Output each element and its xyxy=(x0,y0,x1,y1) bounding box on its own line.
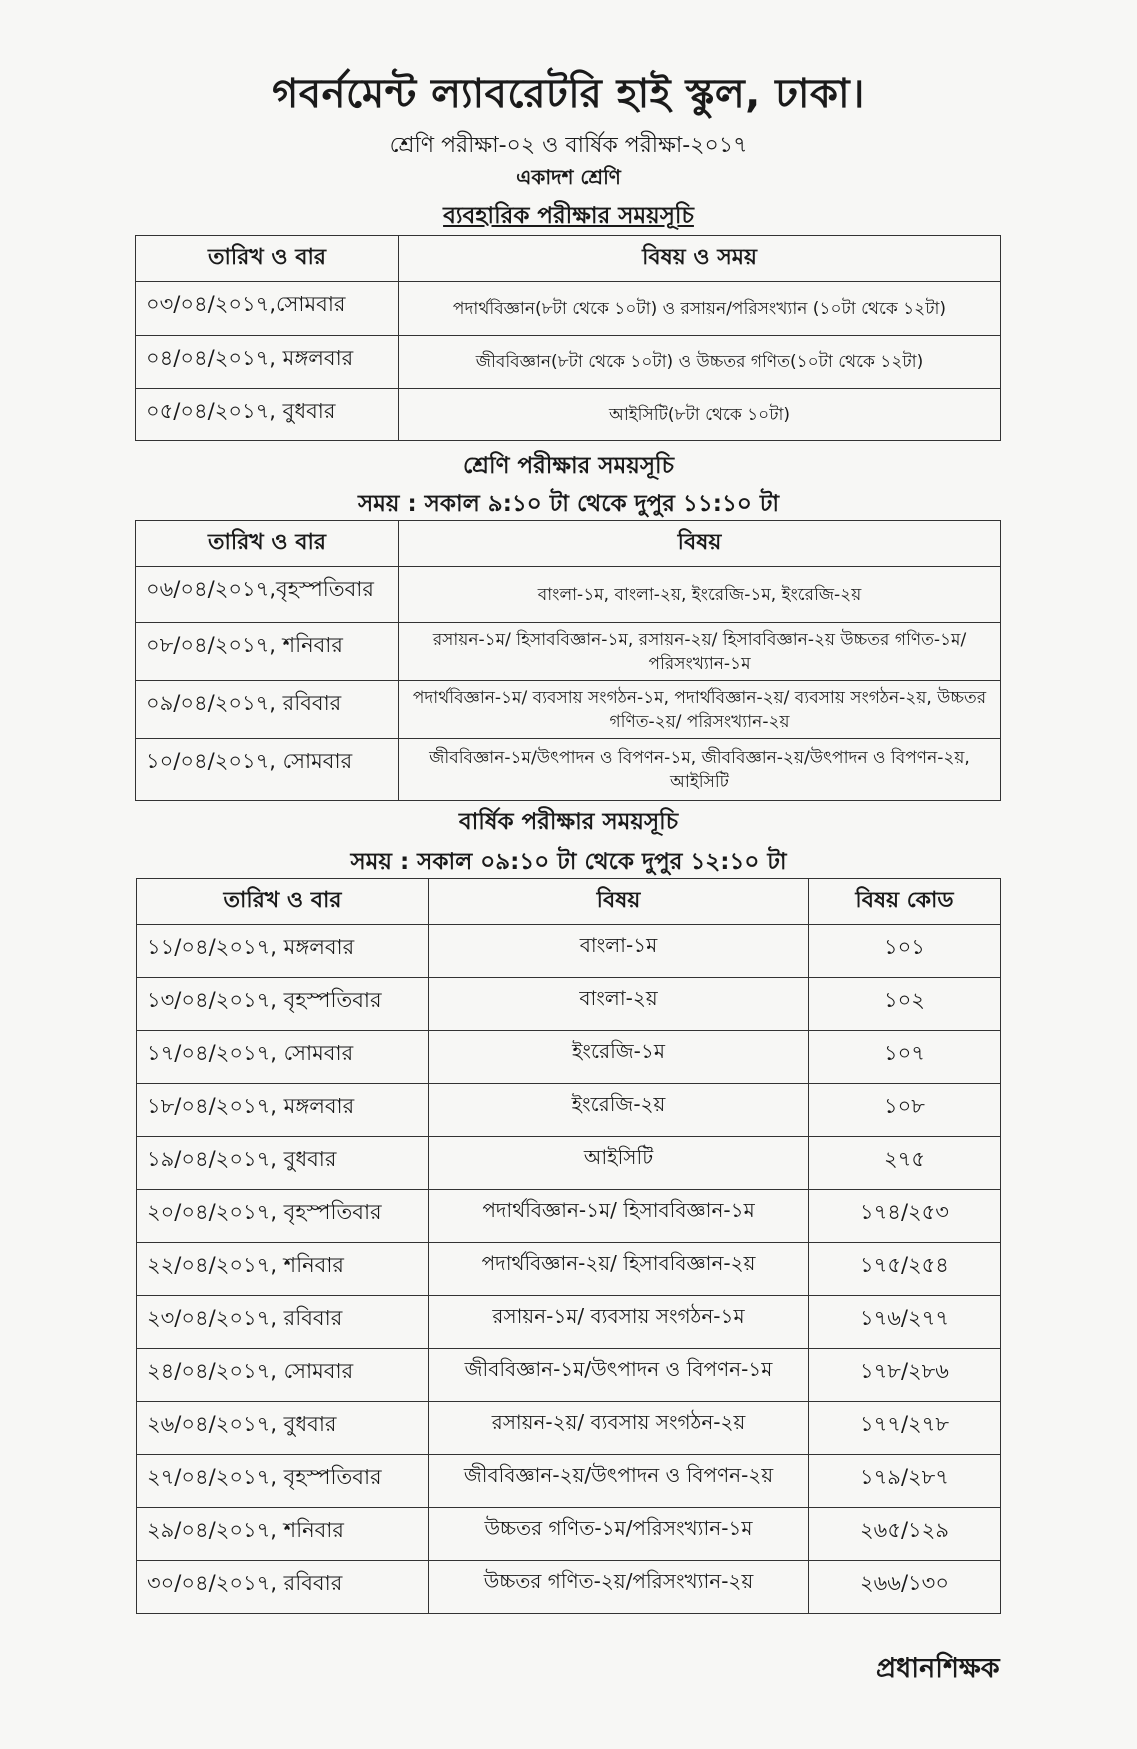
table-row xyxy=(137,925,1001,978)
class-test-col-subject: বিষয় xyxy=(399,521,1001,567)
row-code: ১৭৪/২৫৩ xyxy=(809,1190,1001,1243)
row-subject: পদার্থবিজ্ঞান-২য়/ হিসাববিজ্ঞান-২য় xyxy=(429,1243,809,1296)
table-row xyxy=(137,1084,1001,1137)
table-row xyxy=(136,336,1001,389)
row-subject: উচ্চতর গণিত-২য়/পরিসংখ্যান-২য় xyxy=(429,1561,809,1614)
row-code: ২৬৬/১৩০ xyxy=(809,1561,1001,1614)
table-row xyxy=(137,978,1001,1031)
row-subject: উচ্চতর গণিত-১ম/পরিসংখ্যান-১ম xyxy=(429,1508,809,1561)
practical-col-date: তারিখ ও বার xyxy=(136,236,399,282)
row-subject: জীববিজ্ঞান-১ম/উৎপাদন ও বিপণন-১ম xyxy=(429,1349,809,1402)
class-test-table xyxy=(135,520,1001,801)
table-row xyxy=(136,623,1001,681)
table-row xyxy=(137,1296,1001,1349)
row-subject: আইসিটি xyxy=(429,1137,809,1190)
row-date: ২৩/০৪/২০১৭, রবিবার xyxy=(137,1296,429,1349)
row-date: ২০/০৪/২০১৭, বৃহস্পতিবার xyxy=(137,1190,429,1243)
row-date: ০৩/০৪/২০১৭,সোমবার xyxy=(136,282,399,336)
row-code: ১০২ xyxy=(809,978,1001,1031)
table-row xyxy=(137,1508,1001,1561)
row-date: ১৭/০৪/২০১৭, সোমবার xyxy=(137,1031,429,1084)
practical-table xyxy=(135,235,1001,441)
table-row xyxy=(136,681,1001,739)
table-row xyxy=(137,1349,1001,1402)
row-date: ১০/০৪/২০১৭, সোমবার xyxy=(136,739,399,801)
exam-title: শ্রেণি পরীক্ষা-০২ ও বার্ষিক পরীক্ষা-২০১৭ xyxy=(389,133,748,158)
row-date: ২৬/০৪/২০১৭, বুধবার xyxy=(137,1402,429,1455)
class-test-col-date: তারিখ ও বার xyxy=(136,521,399,567)
row-date: ২৭/০৪/২০১৭, বৃহস্পতিবার xyxy=(137,1455,429,1508)
row-subject: জীববিজ্ঞান-১ম/উৎপাদন ও বিপণন-১ম, জীববিজ্ঞান-২য়/উৎপাদন ও বিপণন-২য়, আইসিটি xyxy=(399,739,1001,801)
row-subject: জীববিজ্ঞান(৮টা থেকে ১০টা) ও উচ্চতর গণিত(১০টা থেকে ১২টা) xyxy=(399,336,1001,389)
row-date: ১৯/০৪/২০১৭, বুধবার xyxy=(137,1137,429,1190)
row-date: ১৮/০৪/২০১৭, মঙ্গলবার xyxy=(137,1084,429,1137)
row-date: ০৪/০৪/২০১৭, মঙ্গলবার xyxy=(136,336,399,389)
row-subject: বাংলা-১ম, বাংলা-২য়, ইংরেজি-১ম, ইংরেজি-২য় xyxy=(399,567,1001,623)
row-code: ২৭৫ xyxy=(809,1137,1001,1190)
row-date: ০৮/০৪/২০১৭, শনিবার xyxy=(136,623,399,681)
row-code: ১৭৬/২৭৭ xyxy=(809,1296,1001,1349)
row-subject: পদার্থবিজ্ঞান(৮টা থেকে ১০টা) ও রসায়ন/পরিসংখ্যান (১০টা থেকে ১২টা) xyxy=(399,282,1001,336)
table-row xyxy=(137,1137,1001,1190)
table-row xyxy=(137,1402,1001,1455)
annual-col-code: বিষয় কোড xyxy=(809,879,1001,925)
row-date: ০৬/০৪/২০১৭,বৃহস্পতিবার xyxy=(136,567,399,623)
row-code: ১৭৫/২৫৪ xyxy=(809,1243,1001,1296)
headmaster-signature-label: প্রধানশিক্ষক xyxy=(876,1653,1000,1684)
row-code: ১৭৭/২৭৮ xyxy=(809,1402,1001,1455)
row-code: ১০১ xyxy=(809,925,1001,978)
table-row xyxy=(137,1031,1001,1084)
row-date: ১৩/০৪/২০১৭, বৃহস্পতিবার xyxy=(137,978,429,1031)
table-row xyxy=(137,1190,1001,1243)
row-code: ১৭৯/২৮৭ xyxy=(809,1455,1001,1508)
table-row xyxy=(136,739,1001,801)
row-code: ২৬৫/১২৯ xyxy=(809,1508,1001,1561)
row-subject: ইংরেজি-১ম xyxy=(429,1031,809,1084)
table-row xyxy=(137,1243,1001,1296)
school-title: গবর্নমেন্ট ল্যাবরেটরি হাই স্কুল, ঢাকা। xyxy=(272,71,865,117)
practical-col-subject: বিষয় ও সময় xyxy=(399,236,1001,282)
row-subject: রসায়ন-১ম/ হিসাববিজ্ঞান-১ম, রসায়ন-২য়/ হিসাববিজ্ঞান-২য় উচ্চতর গণিত-১ম/পরিসংখ্যান-১ম xyxy=(399,623,1001,681)
annual-heading: বার্ষিক পরীক্ষার সময়সূচি xyxy=(458,809,679,835)
row-subject: ইংরেজি-২য় xyxy=(429,1084,809,1137)
row-subject: বাংলা-২য় xyxy=(429,978,809,1031)
row-subject: আইসিটি(৮টা থেকে ১০টা) xyxy=(399,389,1001,441)
row-subject: পদার্থবিজ্ঞান-১ম/ হিসাববিজ্ঞান-১ম xyxy=(429,1190,809,1243)
class-test-time: সময় : সকাল ৯:১০ টা থেকে দুপুর ১১:১০ টা xyxy=(357,491,780,517)
row-subject: বাংলা-১ম xyxy=(429,925,809,978)
row-subject: পদার্থবিজ্ঞান-১ম/ ব্যবসায় সংগঠন-১ম, পদার্থবিজ্ঞান-২য়/ ব্যবসায় সংগঠন-২য়, উচ্চতর গণিত-২য়/ পরিসংখ্যান-২য় xyxy=(399,681,1001,739)
practical-heading: ব্যবহারিক পরীক্ষার সময়সূচি xyxy=(443,203,694,229)
table-row xyxy=(136,567,1001,623)
table-row xyxy=(137,1561,1001,1614)
annual-time: সময় : সকাল ০৯:১০ টা থেকে দুপুর ১২:১০ টা xyxy=(350,849,787,875)
class-title: একাদশ শ্রেণি xyxy=(516,165,621,189)
row-code: ১৭৮/২৮৬ xyxy=(809,1349,1001,1402)
row-date: ৩০/০৪/২০১৭, রবিবার xyxy=(137,1561,429,1614)
annual-col-subject: বিষয় xyxy=(429,879,809,925)
row-date: ০৯/০৪/২০১৭, রবিবার xyxy=(136,681,399,739)
row-subject: জীববিজ্ঞান-২য়/উৎপাদন ও বিপণন-২য় xyxy=(429,1455,809,1508)
row-date: ০৫/০৪/২০১৭, বুধবার xyxy=(136,389,399,441)
annual-col-date: তারিখ ও বার xyxy=(137,879,429,925)
row-date: ২৯/০৪/২০১৭, শনিবার xyxy=(137,1508,429,1561)
table-row xyxy=(136,282,1001,336)
row-code: ১০৭ xyxy=(809,1031,1001,1084)
table-row xyxy=(137,1455,1001,1508)
row-code: ১০৮ xyxy=(809,1084,1001,1137)
table-row xyxy=(136,389,1001,441)
class-test-heading: শ্রেণি পরীক্ষার সময়সূচি xyxy=(462,453,675,479)
row-subject: রসায়ন-২য়/ ব্যবসায় সংগঠন-২য় xyxy=(429,1402,809,1455)
annual-table xyxy=(136,878,1001,1614)
row-subject: রসায়ন-১ম/ ব্যবসায় সংগঠন-১ম xyxy=(429,1296,809,1349)
row-date: ২২/০৪/২০১৭, শনিবার xyxy=(137,1243,429,1296)
row-date: ১১/০৪/২০১৭, মঙ্গলবার xyxy=(137,925,429,978)
row-date: ২৪/০৪/২০১৭, সোমবার xyxy=(137,1349,429,1402)
